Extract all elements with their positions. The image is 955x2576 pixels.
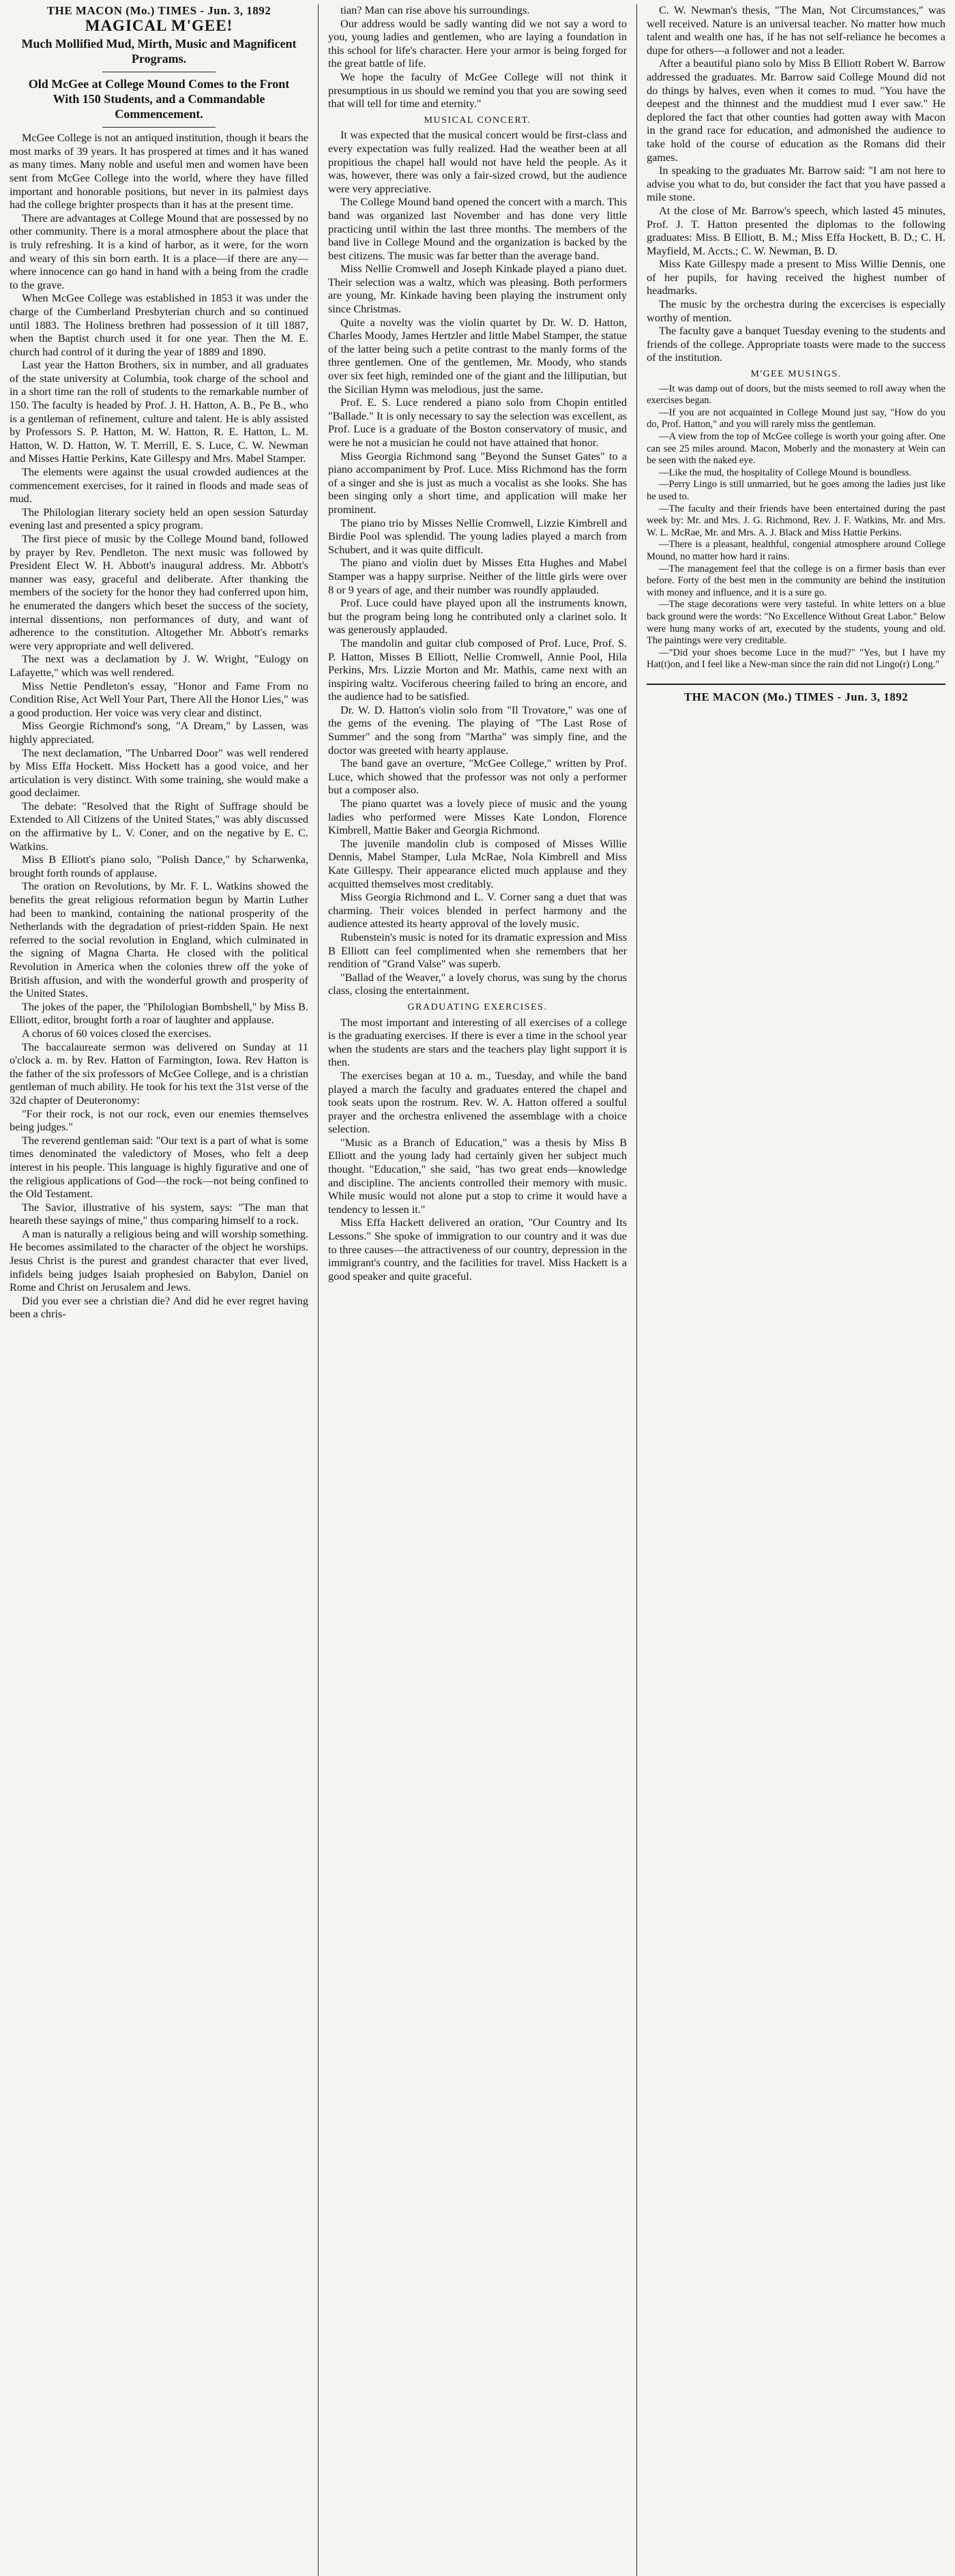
column-rule	[636, 4, 637, 2576]
article-paragraph: —"Did your shoes become Luce in the mud?" "Yes, but I have my Hat(t)on, and I feel like a New-man since the rain did not Lingo(r) Long."	[647, 647, 945, 671]
article-paragraph: The oration on Revolutions, by Mr. F. L. Watkins showed the benefits the great religious reformation begun by Martin Luther had been to mankind, containing the national prosperity of the Netherlands with the degradation of priest-ridden Spain. He next referred to the social revolution in England, which culminated in the signing of Magna Charta. He closed with the political Revolution in America when the colonies threw off the yoke of British affusion, and with the wonderful growth and prosperity of the United States.	[10, 880, 308, 1000]
footer-divider	[647, 684, 945, 685]
column-1	[10, 4, 308, 2576]
article-deck-1: Much Mollified Mud, Mirth, Music and Magnificent Programs.	[21, 37, 297, 66]
article-paragraph: Prof. E. S. Luce rendered a piano solo from Chopin entitled "Ballade." It is only necessary to say the selection was excellent, as Prof. Luce is a graduate of the Boston conservatory of music, and were he not a musician he could not have attained that honor.	[328, 396, 627, 449]
column-2	[328, 4, 627, 2576]
article-paragraph: The mandolin and guitar club composed of Prof. Luce, Prof. S. P. Hatton, Misses B Elliott, Nellie Cromwell, Annie Pool, Hila Perkins, Mrs. Lizzie Morton and Mr. Mathis, came next with an inspiring waltz. Vociferous cheering failed to bring an encore, and the audience had to be satisfied.	[328, 636, 627, 703]
article-paragraph: —The faculty and their friends have been entertained during the past week by: Mr. and Mrs. J. G. Richmond, Rev. J. F. Watkins, Mr. and Mrs. W. L. McRae, Mr. and Mrs. A. J. Black and Miss Hattie Perkins.	[647, 503, 945, 538]
column-3	[647, 4, 945, 2576]
article-paragraph: The music by the orchestra during the excercises is especially worthy of mention.	[647, 298, 945, 324]
article-paragraph: The College Mound band opened the concert with a march. This band was organized last November and has done very little practicing until within the last three months. The members of the band live in College Mound and the organization is backed by the best citizens. The music was far better than the average band.	[328, 196, 627, 262]
article-paragraph: The Philologian literary society held an open session Saturday evening last and presented a spicy program.	[10, 506, 308, 532]
article-paragraph: C. W. Newman's thesis, "The Man, Not Circumstances," was well received. Nature is an universal teacher. No matter how much talent and wealth one has, if he has not self-reliance he becomes a dupe for others—a follower and not a leader.	[647, 4, 945, 57]
section-heading: GRADUATING EXERCISES.	[407, 1001, 548, 1012]
section-heading: MUSICAL CONCERT.	[424, 115, 531, 126]
article-paragraph: —If you are not acquainted in College Mound just say, "How do you do, Prof. Hatton," and you will rarely miss the gentleman.	[647, 407, 945, 430]
article-headline: MAGICAL M'GEE!	[85, 16, 233, 34]
column-2-body	[328, 4, 627, 1283]
musings-list	[647, 383, 945, 671]
article-paragraph: A man is naturally a religious being and will worship something. He becomes assimilated to the character of the object he worships. Jesus Christ is the purest and grandest character that ever lived, infidels being judges Isaiah prophesied on Babylon, Daniel on Rome and Christ on Jerusalem and Jews.	[10, 1227, 308, 1294]
article-paragraph: Miss Effa Hackett delivered an oration, "Our Country and Its Lessons." She spoke of immigration to our country and it was due to three causes—the attractiveness of our country, depression in the immigrant's country, and the facilities for travel. Miss Hackett is a good speaker and quite graceful.	[328, 1216, 627, 1283]
deck-divider	[102, 127, 216, 128]
article-paragraph: —Like the mud, the hospitality of College Mound is boundless.	[659, 467, 912, 478]
article-paragraph: —A view from the top of McGee college is worth your going after. One can see 25 miles around. Macon, Moberly and the monastery at Wein can be seen with the naked eye.	[647, 431, 945, 467]
article-paragraph: Miss Nellie Cromwell and Joseph Kinkade played a piano duet. Their selection was a waltz, which was pleasing. Both performers are young, Mr. Kinkade having been playing the instrument only since Christmas.	[328, 263, 627, 316]
article-paragraph: The faculty gave a banquet Tuesday evening to the students and friends of the college. Appropriate toasts were made to the success of the institution.	[647, 325, 945, 364]
article-paragraph: Did you ever see a christian die? And did he ever regret having been a chris-	[10, 1294, 308, 1321]
article-paragraph: The baccalaureate sermon was delivered on Sunday at 11 o'clock a. m. by Rev. Hatton of Farmington, Iowa. Rev Hatton is the father of the six professors of McGee College, and is a christian gentleman of much ability. He took for his text the 31st verse of the 32d chapter of Deuteronomy:	[10, 1040, 308, 1107]
article-paragraph: The band gave an overture, "McGee College," written by Prof. Luce, which showed that the professor was not only a performer but a composer also.	[328, 757, 627, 797]
article-paragraph: In speaking to the graduates Mr. Barrow said: "I am not here to advise you what to do, but consider the fact that you have passed a mile stone.	[647, 164, 945, 204]
article-paragraph: The next was a declamation by J. W. Wright, "Eulogy on Lafayette," which was well rendered.	[10, 653, 308, 679]
article-paragraph: We hope the faculty of McGee College will not think it presumptious in us should we remind you that you are sowing seed that will tell for time and eternity."	[328, 70, 627, 111]
article-paragraph: —It was damp out of doors, but the mists seemed to roll away when the exercises began.	[647, 383, 945, 407]
column-rule	[318, 4, 319, 2576]
article-paragraph: There are advantages at College Mound that are possessed by no other community. There is a moral atmosphere about the place that is truly refreshing. It is a kind of harbor, as it were, for the worn and weary of this sin born earth. It is a place—if there are any—where innocence can go hand in hand with a being from the cradle to the grave.	[10, 211, 308, 291]
article-paragraph: —There is a pleasant, healthful, congenial atmosphere around College Mound, no matter how hard it rains.	[647, 539, 945, 562]
article-paragraph: "For their rock, is not our rock, even our enemies themselves being judges."	[10, 1107, 308, 1134]
article-paragraph: At the close of Mr. Barrow's speech, which lasted 45 minutes, Prof. J. T. Hatton presented the diplomas to the following graduates: Miss. B Elliott, B. M.; Miss Effa Hockett, B. D.; C. H. Mayfield, M. Accts.; C. W. Newman, B. D.	[647, 204, 945, 257]
article-paragraph: "Music as a Branch of Education," was a thesis by Miss B Elliott and the young lady had certainly given her subject much thought. "Education," she said, "has two great ends—knowledge and discipline. The ancients controlled their memory with music. While music would not alone put a stop to crime it would have a tendency to lessen it."	[328, 1136, 627, 1216]
footer-dateline: THE MACON (Mo.) TIMES - Jun. 3, 1892	[684, 690, 909, 703]
article-paragraph: Rubenstein's music is noted for its dramatic expression and Miss B Elliott can feel complimented when she remembers that her rendition of "Grand Valse" was superb.	[328, 931, 627, 971]
article-paragraph: The next declamation, "The Unbarred Door" was well rendered by Miss Effa Hockett. Miss Hockett has a good voice, and her articulation is very distinct. With some training, she would make a good declaimer.	[10, 746, 308, 800]
article-paragraph: The jokes of the paper, the "Philologian Bombshell," by Miss B. Elliott, editor, brought forth a roar of laughter and applause.	[10, 1000, 308, 1027]
article-paragraph: Miss B Elliott's piano solo, "Polish Dance," by Scharwenka, brought forth rounds of applause.	[10, 853, 308, 879]
article-paragraph: The reverend gentleman said: "Our text is a part of what is some times denominated the valedictory of Moses, who felt a deep interest in his people. This language is highly figurative and one of the religious applications of God—the rock—not being confined to the Old Testament.	[10, 1134, 308, 1201]
article-paragraph: The piano and violin duet by Misses Etta Hughes and Mabel Stamper was a happy surprise. Neither of the little girls were over 8 or 9 years of age, and their number was roundly applauded.	[328, 557, 627, 596]
article-paragraph: Dr. W. D. Hatton's violin solo from "Il Trovatore," was one of the gems of the evening. The playing of "The Last Rose of Summer" and the song from "Martha" was simply fine, and the doctor was greeted with hearty applause.	[328, 703, 627, 757]
article-paragraph: McGee College is not an antiqued institution, though it bears the most marks of 39 years. It has prospered at times and it has waned as many times. Many noble and useful men and women have been sent from McGee College into the world, where they have filled important and honorable positions, but never in its palmiest days had the college brighter prospects than it has at the present time.	[10, 132, 308, 211]
article-paragraph: The debate: "Resolved that the Right of Suffrage should be Extended to All Citizens of the United States," was ably discussed on the affirmative by L. V. Coner, and on the negative by E. C. Watkins.	[10, 800, 308, 853]
article-paragraph: Miss Georgie Richmond's song, "A Dream," by Lassen, was highly appreciated.	[10, 720, 308, 746]
article-paragraph: The most important and interesting of all exercises of a college is the graduating exercises. If there is ever a time in the school year when the students are stars and the teachers play light support it is then.	[328, 1016, 627, 1069]
article-paragraph: —The management feel that the college is on a firmer basis than ever before. Forty of the best men in the community are behind the institution with money and influence, and it is a sure go.	[647, 563, 945, 598]
article-paragraph: When McGee College was established in 1853 it was under the charge of the Cumberland Presbyterian church and so continued until 1883. The Holiness brethren had possession of it till 1887, when the Baptist church used it for one year. Then the M. E. church had control of it during the year of 1889 and 1890.	[10, 292, 308, 358]
article-paragraph: After a beautiful piano solo by Miss B Elliott Robert W. Barrow addressed the graduates. Mr. Barrow said College Mound did not do things by halves, even when it comes to mud. "You have the deepest and the thinnest and the muddiest mud I ever saw." He deplored the fact that other counties had gotten away with Macon in the grand race for education, and admonished the audience to take hold of the course of education as the Romans did their games.	[647, 57, 945, 164]
article-paragraph: —Perry Lingo is still unmarried, but he goes among the ladies just like he used to.	[647, 479, 945, 502]
article-paragraph: The first piece of music by the College Mound band, followed by prayer by Rev. Pendleton. The next music was followed by President Elect W. H. Abbott's inaugural address. Mr. Abbott's manner was easy, graceful and deliberate. After thanking the members of the society for the honor they had conferred upon him, he enumerated the dangers which beset the success of the society, internal dissentions, non performances of duty, and want of adherence to the constitution. Altogether Mr. Abbott's remarks were very appropriate and well delivered.	[10, 533, 308, 652]
article-columns	[10, 4, 945, 2576]
article-paragraph: Miss Georgia Richmond and L. V. Corner sang a duet that was charming. Their voices blended in perfect harmony and the audience attested its hearty approval of the lovely music.	[328, 891, 627, 931]
article-paragraph: Miss Georgia Richmond sang "Beyond the Sunset Gates" to a piano accompaniment by Prof. Luce. Miss Richmond has the form of a singer and she is just as much a vocalist as she looks. She has been singing only a short time, and application will make her prominent.	[328, 450, 627, 516]
article-paragraph: Miss Nettie Pendleton's essay, "Honor and Fame From no Condition Rise, Act Well Your Part, There All the Honor Lies," was a good production. Her voice was very clear and distinct.	[10, 679, 308, 719]
article-paragraph: The juvenile mandolin club is composed of Misses Willie Dennis, Mabel Stamper, Lula McRae, Nola Kimbrell and Miss Kate Gillespy. Their appearance elicted much applause and they acquitted themselves most creditably.	[328, 837, 627, 890]
article-paragraph: The exercises began at 10 a. m., Tuesday, and while the band played a march the faculty and graduates entered the chapel and took seats upon the rostrum. Rev. W. A. Hatton offered a soulful prayer and the orchestra enlivened the assemblage with a choice selection.	[328, 1069, 627, 1136]
article-paragraph: Last year the Hatton Brothers, six in number, and all graduates of the state university at Columbia, took charge of the school and in a short time ran the roll of students to the remarkable number of 150. The faculty is headed by Prof. J. H. Hatton, A. B., Pe B., who is a gentleman of refinement, culture and talent. He is ably assisted by Professors S. P. Hatton, M. W. Hatton, R. E. Hatton, L. M. Hatton, W. D. Hatton, W. T. Merrill, E. S. Luce, C. W. Newman and Misses Hattie Perkins, Kate Gillespy and Mrs. Mabel Stamper.	[10, 359, 308, 465]
musings-heading: M'GEE MUSINGS.	[750, 369, 842, 380]
article-paragraph: tian? Man can rise above his surroundings.	[340, 4, 530, 16]
article-paragraph: It was expected that the musical concert would be first-class and every expectation was fully realized. Had the weather been at all propitious the chapel hall would not have held the people. As it was, however, there was only a fair-sized crowd, but the audience were very appreciative.	[328, 129, 627, 195]
masthead-dateline: THE MACON (Mo.) TIMES - Jun. 3, 1892	[46, 4, 271, 17]
article-paragraph: "Ballad of the Weaver," a lovely chorus, was sung by the chorus class, closing the entertainment.	[328, 971, 627, 997]
article-paragraph: The piano trio by Misses Nellie Cromwell, Lizzie Kimbrell and Birdie Pool was splendid. The young ladies played a march from Schubert, and it was quite difficult.	[328, 516, 627, 556]
article-paragraph: The elements were against the usual crowded audiences at the commencement exercises, for it rained in floods and made seas of mud.	[10, 466, 308, 506]
article-paragraph: Quite a novelty was the violin quartet by Dr. W. D. Hatton, Charles Moody, James Hertzler and little Mabel Stamper, the statue of the latter being such a petite contrast to the manly forms of the three gentlemen. One of the gentlemen, Mr. Moody, who stands over six feet high, reminded one of the giant and the lilliputian, but the Sicilian Hymn was melodious, just the same.	[328, 316, 627, 396]
column-1-body	[10, 132, 308, 1321]
article-paragraph: The piano quartet was a lovely piece of music and the young ladies who performed were Misses Kate London, Florence Kimbrell, Mattie Baker and Georgia Richmond.	[328, 797, 627, 837]
article-paragraph: Our address would be sadly wanting did we not say a word to you, young ladies and gentlemen, who are laying a foundation in this school for life's character. Here your armor is being forged for the great battle of life.	[328, 17, 627, 70]
article-paragraph: —The stage decorations were very tasteful. In white letters on a blue back ground were the words: "No Excellence Without Great Labor." Below were hung many works of art, executed by the students, young and old. The paintings were very creditable.	[647, 599, 945, 647]
article-paragraph: A chorus of 60 voices closed the exercises.	[22, 1027, 211, 1040]
article-deck-2: Old McGee at College Mound Comes to the Front With 150 Students, and a Commandable Commencement.	[28, 77, 290, 121]
article-paragraph: Miss Kate Gillespy made a present to Miss Willie Dennis, one of her pupils, for having received the highest number of headmarks.	[647, 258, 945, 297]
column-3-body	[647, 4, 945, 365]
article-paragraph: The Savior, illustrative of his system, says: "The man that heareth these sayings of mine," thus comparing himself to a rock.	[10, 1201, 308, 1227]
article-paragraph: Prof. Luce could have played upon all the instruments known, but the program being long he contributed only a clarinet solo. It was generously applauded.	[328, 597, 627, 636]
